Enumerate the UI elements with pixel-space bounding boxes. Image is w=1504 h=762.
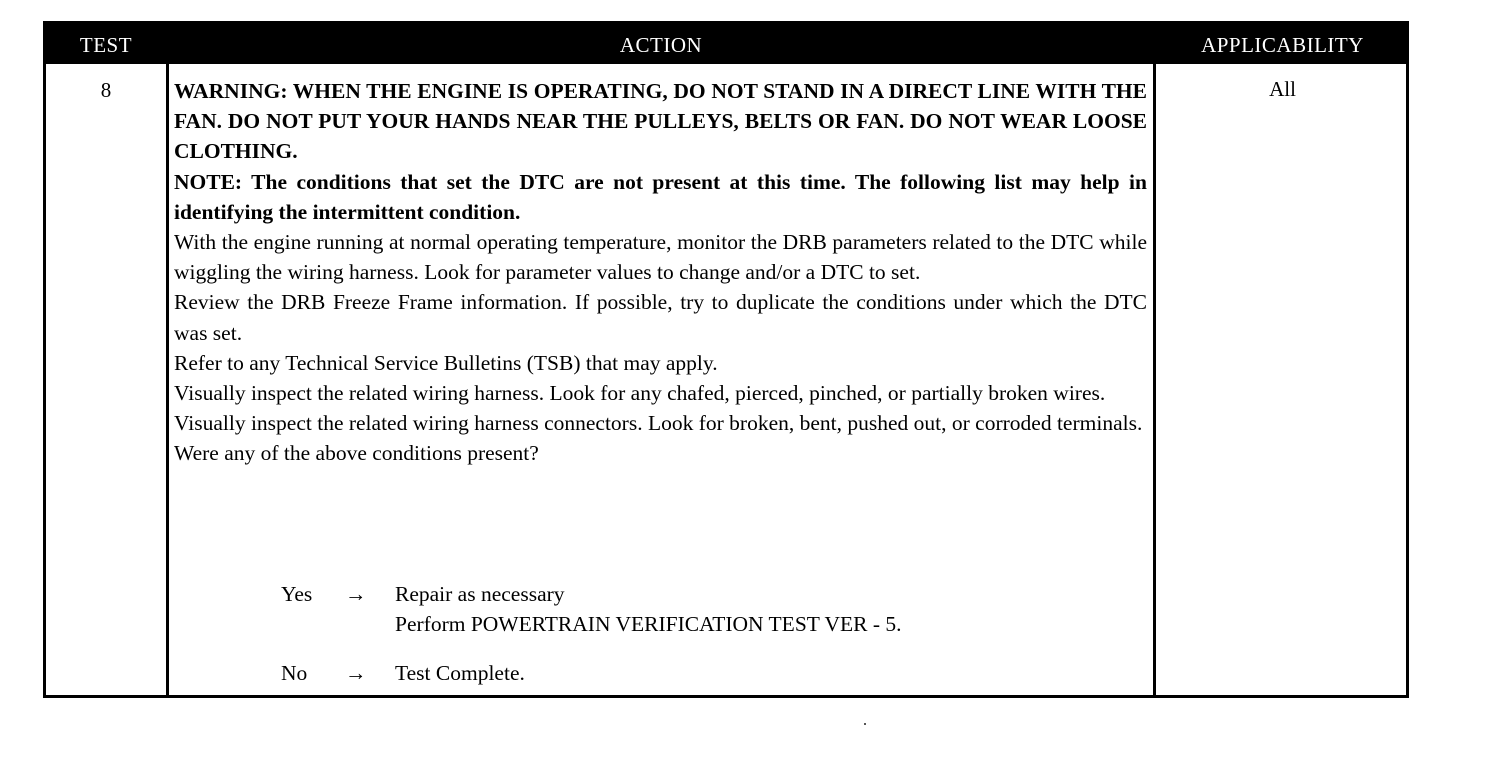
arrow-right-icon: → [345, 582, 367, 606]
note-text: NOTE: The conditions that set the DTC are not present at this time. The following list may help in identifying the intermittent condition. [174, 169, 1147, 224]
column-divider [166, 64, 169, 695]
test-number: 8 [100, 78, 112, 102]
yes-label: Yes [281, 582, 313, 606]
question-text: Were any of the above conditions present? [174, 441, 539, 466]
action-paragraph: With the engine running at normal operating temperature, monitor the DRB parameters related to the DTC while wiggling the wiring harness. Look for parameter values to change and/or a DTC to set. [174, 230, 1147, 285]
action-paragraph: Visually inspect the related wiring harness. Look for any chafed, pierced, pinched, or partially broken wires. [174, 381, 1106, 406]
action-text [174, 76, 1147, 469]
no-action-line1: Test Complete. [395, 661, 525, 685]
answer-no [174, 658, 1147, 688]
yes-action-line2: Perform POWERTRAIN VERIFICATION TEST VER - 5. [395, 612, 902, 636]
action-paragraph: Visually inspect the related wiring harness connectors. Look for broken, bent, pushed out, or corroded terminals. [174, 411, 1143, 436]
header-test: TEST [79, 33, 133, 57]
header-applicability: APPLICABILITY [1201, 33, 1364, 57]
no-label: No [281, 661, 308, 685]
column-divider [1153, 64, 1156, 695]
warning-text: WARNING: WHEN THE ENGINE IS OPERATING, DO NOT STAND IN A DIRECT LINE WITH THE FAN. DO NOT PUT YOUR HANDS NEAR THE PULLEYS, BELTS OR FAN. DO NOT WEAR LOOSE CLOTHING. [174, 79, 1147, 164]
applicability-value: All [1269, 77, 1296, 101]
diagnostic-test-table [43, 21, 1409, 698]
stray-dot [864, 723, 866, 725]
yes-action-line1: Repair as necessary [395, 582, 565, 606]
action-paragraph: Refer to any Technical Service Bulletins (TSB) that may apply. [174, 350, 718, 375]
arrow-right-icon: → [345, 661, 367, 685]
action-paragraph: Review the DRB Freeze Frame information. If possible, try to duplicate the conditions under which the DTC was set. [174, 290, 1147, 345]
table-header [46, 24, 1406, 64]
header-action: ACTION [619, 33, 703, 57]
answer-yes [174, 579, 1147, 639]
